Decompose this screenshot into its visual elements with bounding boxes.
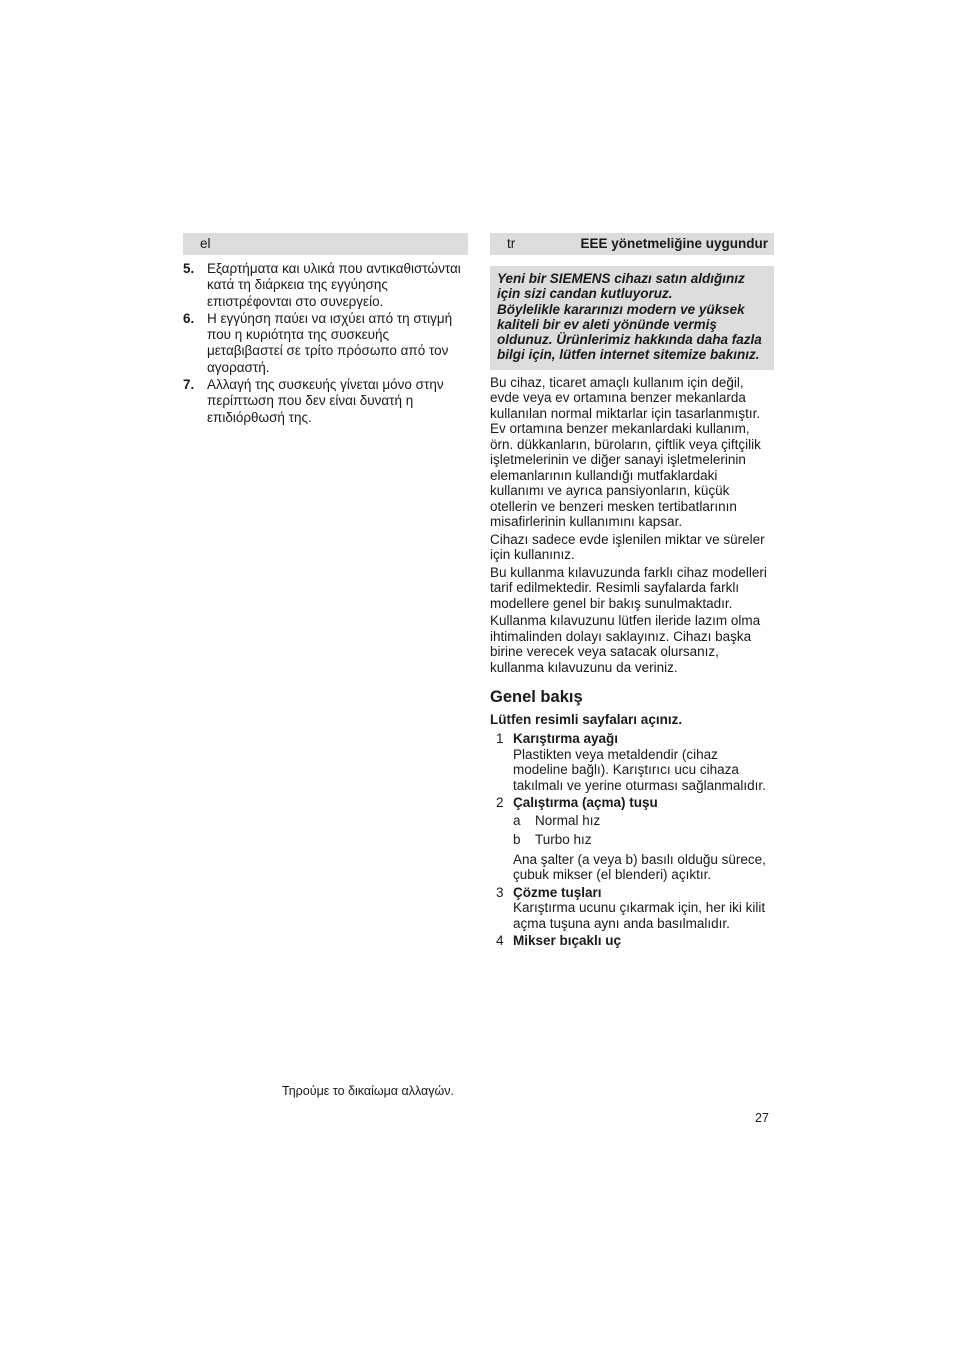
overview-text: Plastikten veya metaldendir (cihaz modeline bağlı). Karıştırıcı ucu cihaza takılmalı ve yerine oturması sağlanmalıdır. [513,746,766,793]
overview-number: 1 [496,731,504,747]
compliance-heading: EEE yönetmeliğine uygundur [580,236,768,251]
page-number: 27 [755,1111,769,1125]
overview-title: Karıştırma ayağı [513,731,619,747]
item-text: Αλλαγή της συσκευής γίνεται μόνο στην περίπτωση που δεν είναι δυνατή η επιδιόρθωσή της. [207,377,444,425]
overview-title: Çalıştırma (açma) tuşu [513,795,658,811]
overview-number: 2 [496,795,504,811]
item-text: Η εγγύηση παύει να ισχύει από τη στιγμή που η κυριότητα της συσκευής μεταβιβαστεί σε τρίτο πρόσωπο από τον αγοραστή. [207,310,453,375]
overview-text: Ana şalter (a veya b) basılı olduğu sürece, çubuk mikser (el blenderi) açıktır. [513,851,766,883]
turkish-column [490,233,774,951]
item-number: 6. [183,310,195,326]
overview-title: Çözme tuşları [513,884,602,900]
language-header-tr [490,233,774,255]
body-paragraph: Cihazı sadece evde işlenilen miktar ve süreler için kullanınız. [490,531,765,563]
item-number: 5. [183,261,195,276]
overview-item [490,795,774,883]
item-number: 7. [183,377,195,393]
language-header-el [183,233,468,255]
overview-title: Mikser bıçaklı uç [513,933,622,949]
body-paragraph: Bu cihaz, ticaret amaçlı kullanım için değil, evde veya ev ortamına benzer mekanlarda kullanılan normal miktarlar için tasarlanmıştır. Ev ortamına benzer mekanlardaki kullanım, örn. dükkanların, büroların, çiftlik veya çiftçilik işletmelerinin ve diğer sanayi işletmelerinin elemanlarının kullandığı mutfaklardaki kullanımı ve ayrıca pansiyonların, küçük otellerin ve benzeri mesken tertibatlarının misafirlerinin kullanımını kapsar. [490,374,761,530]
intro-congrats: Yeni bir SIEMENS cihazı satın aldığınız için sizi candan kutluyoruz. [497,271,745,302]
sub-item-a [513,813,774,829]
overview-number: 3 [496,884,504,900]
instruction-text: Lütfen resimli sayfaları açınız. [490,712,683,728]
item-text: Εξαρτήματα και υλικά που αντικαθιστώνται κατά τη διάρκεια της εγγύησης επιστρέφονται στο συνεργείο. [207,261,461,309]
body-paragraph: Bu kullanma kılavuzunda farklı cihaz modelleri tarif edilmektedir. Resimli sayfalarda farklı modellere genel bir bakış sunulmaktadır. [490,564,767,611]
language-code: el [200,236,211,251]
sub-letter: b [513,832,521,848]
overview-list [490,731,774,949]
sub-text: Normal hız [535,812,601,828]
overview-item [490,933,774,949]
list-item [183,311,468,376]
intro-info: Böylelikle kararınızı modern ve yüksek kaliteli bir ev aleti yönünde vermiş oldunuz. Ürünlerimiz hakkında daha fazla bilgi için, lütfen internet sitemize bakınız. [497,301,762,363]
sub-letter: a [513,812,521,828]
sub-text: Turbo hız [535,832,592,848]
overview-item [490,731,774,793]
list-item [183,377,468,426]
greek-column [183,233,468,427]
overview-text: Karıştırma ucunu çıkarmak için, her iki kilit açma tuşuna aynı anda basılmalıdır. [513,900,766,931]
overview-item [490,885,774,932]
section-title: Genel bakış [490,688,583,707]
language-code: tr [507,236,516,251]
footer-note: Τηρούμε το δικαίωμα αλλαγών. [282,1084,454,1098]
intro-box [490,266,774,370]
warranty-terms-list [183,261,468,426]
overview-number: 4 [496,933,504,949]
body-paragraph: Kullanma kılavuzunu lütfen ileride lazım olma ihtimalinden dolayı saklayınız. Cihazı başka birine verecek veya satacak olursanız, kullanma kılavuzunu da veriniz. [490,613,761,675]
list-item [183,261,468,310]
sub-item-b [513,832,774,848]
